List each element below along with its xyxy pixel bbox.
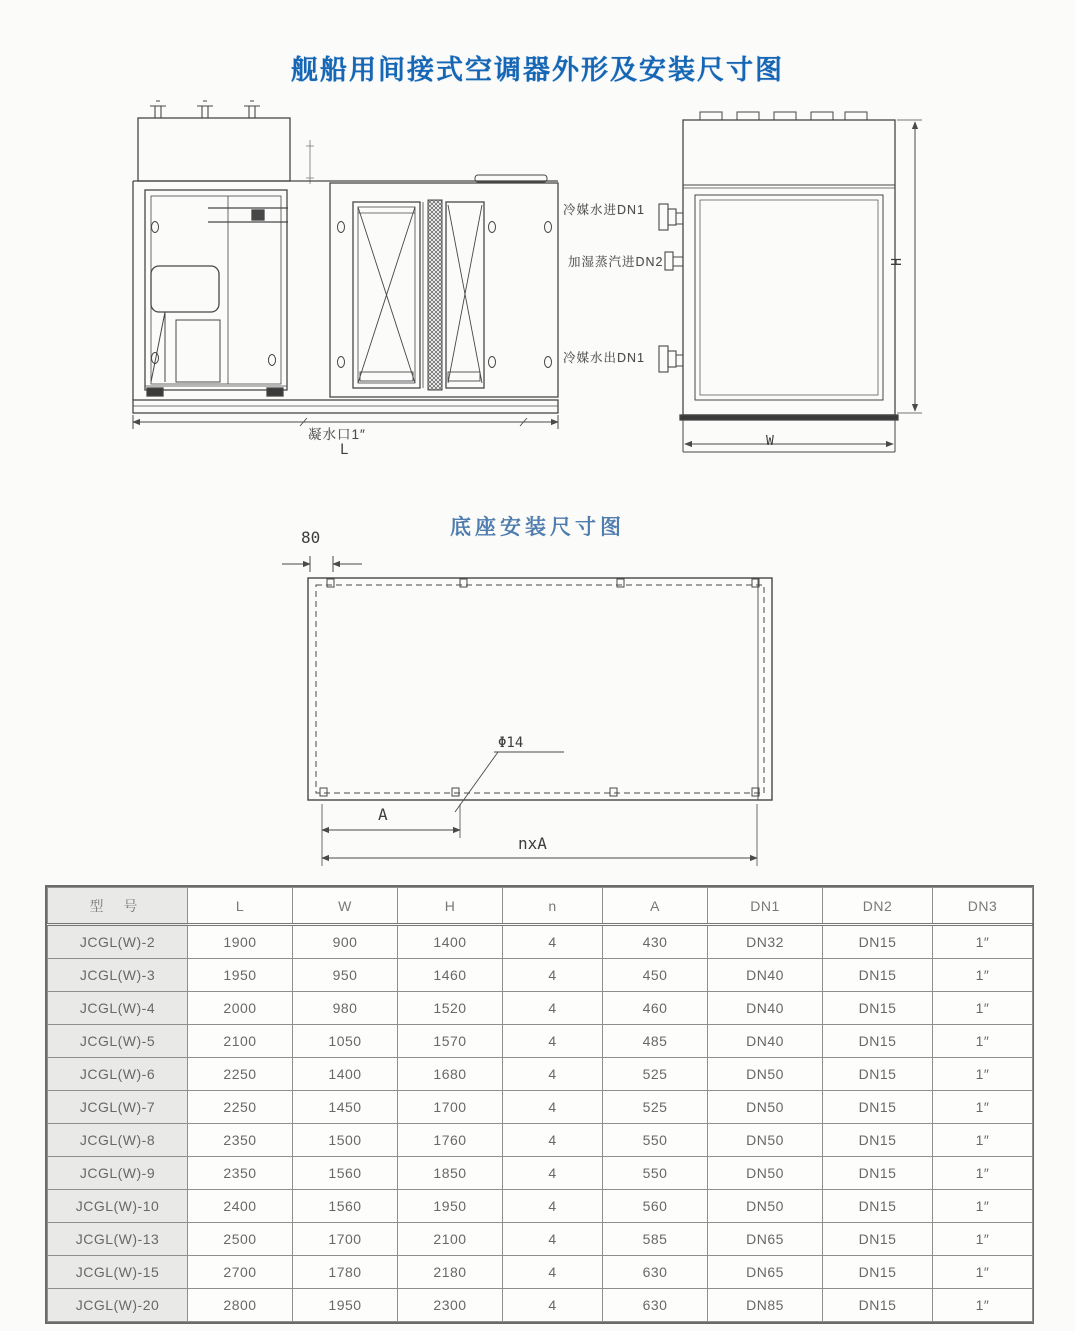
value-cell: 4: [503, 1223, 603, 1256]
value-cell: 2000: [188, 992, 293, 1025]
table-row: [48, 992, 1033, 1025]
value-cell: 1760: [398, 1124, 503, 1157]
value-cell: 1″: [933, 1058, 1033, 1091]
value-cell: 900: [293, 925, 398, 959]
value-cell: 4: [503, 1256, 603, 1289]
side-view-dims: [685, 120, 922, 444]
value-cell: DN15: [823, 1289, 933, 1322]
value-cell: 1950: [188, 959, 293, 992]
value-cell: DN50: [708, 1091, 823, 1124]
value-cell: 1680: [398, 1058, 503, 1091]
value-cell: 1″: [933, 992, 1033, 1025]
chilled-water-in-label: 冷媒水进DN1: [563, 203, 646, 217]
value-cell: 1″: [933, 1256, 1033, 1289]
value-cell: 4: [503, 1157, 603, 1190]
model-cell: JCGL(W)-4: [48, 992, 188, 1025]
value-cell: DN40: [708, 959, 823, 992]
value-cell: 2400: [188, 1190, 293, 1223]
value-cell: 630: [603, 1256, 708, 1289]
table-row: [48, 1190, 1033, 1223]
value-cell: 460: [603, 992, 708, 1025]
value-cell: 4: [503, 1058, 603, 1091]
value-cell: 2500: [188, 1223, 293, 1256]
value-cell: 4: [503, 959, 603, 992]
value-cell: 1560: [293, 1157, 398, 1190]
dim-80-label: 80: [301, 528, 321, 547]
value-cell: 2800: [188, 1289, 293, 1322]
value-cell: 560: [603, 1190, 708, 1223]
table-row: [48, 1157, 1033, 1190]
table-row: [48, 1256, 1033, 1289]
value-cell: 1″: [933, 1289, 1033, 1322]
outline-drawing: [120, 100, 970, 470]
value-cell: 630: [603, 1289, 708, 1322]
table-row: [48, 1124, 1033, 1157]
value-cell: 2180: [398, 1256, 503, 1289]
dim-w-label: W: [766, 434, 774, 449]
column-header: DN2: [823, 888, 933, 925]
value-cell: 1450: [293, 1091, 398, 1124]
value-cell: 1400: [293, 1058, 398, 1091]
value-cell: 1560: [293, 1190, 398, 1223]
value-cell: DN65: [708, 1256, 823, 1289]
value-cell: 1″: [933, 925, 1033, 959]
base-drawing: [280, 520, 790, 875]
value-cell: DN15: [823, 1223, 933, 1256]
model-cell: JCGL(W)-20: [48, 1289, 188, 1322]
table-row: [48, 1091, 1033, 1124]
value-cell: DN15: [823, 1025, 933, 1058]
front-view: [133, 101, 558, 413]
column-header: DN3: [933, 888, 1033, 925]
value-cell: DN50: [708, 1058, 823, 1091]
value-cell: DN15: [823, 959, 933, 992]
column-header: DN1: [708, 888, 823, 925]
spec-table: [47, 887, 1033, 1322]
model-cell: JCGL(W)-7: [48, 1091, 188, 1124]
value-cell: 4: [503, 1190, 603, 1223]
hole-dia-label: Φ14: [498, 735, 524, 751]
value-cell: 430: [603, 925, 708, 959]
value-cell: 1950: [293, 1289, 398, 1322]
value-cell: DN15: [823, 1256, 933, 1289]
value-cell: DN15: [823, 992, 933, 1025]
table-body: [48, 925, 1033, 1322]
value-cell: 4: [503, 1124, 603, 1157]
table-row: [48, 1025, 1033, 1058]
column-header: n: [503, 888, 603, 925]
value-cell: 1850: [398, 1157, 503, 1190]
value-cell: 2250: [188, 1058, 293, 1091]
steam-in-label: 加湿蒸汽进DN2: [568, 255, 664, 269]
value-cell: 2350: [188, 1157, 293, 1190]
page-title: 舰船用间接式空调器外形及安装尺寸图: [291, 55, 784, 85]
value-cell: 1″: [933, 1157, 1033, 1190]
model-cell: JCGL(W)-8: [48, 1124, 188, 1157]
value-cell: 4: [503, 1025, 603, 1058]
column-header: L: [188, 888, 293, 925]
model-cell: JCGL(W)-3: [48, 959, 188, 992]
value-cell: 4: [503, 1091, 603, 1124]
value-cell: 1″: [933, 1091, 1033, 1124]
pipe-connections: [659, 204, 683, 372]
value-cell: 525: [603, 1091, 708, 1124]
value-cell: 525: [603, 1058, 708, 1091]
value-cell: DN50: [708, 1190, 823, 1223]
table-row: [48, 959, 1033, 992]
model-cell: JCGL(W)-2: [48, 925, 188, 959]
value-cell: DN15: [823, 1091, 933, 1124]
value-cell: 1050: [293, 1025, 398, 1058]
value-cell: 2700: [188, 1256, 293, 1289]
value-cell: 4: [503, 925, 603, 959]
table-row: [48, 1289, 1033, 1322]
value-cell: 1900: [188, 925, 293, 959]
model-cell: JCGL(W)-6: [48, 1058, 188, 1091]
column-header: W: [293, 888, 398, 925]
value-cell: DN65: [708, 1223, 823, 1256]
model-cell: JCGL(W)-5: [48, 1025, 188, 1058]
value-cell: 950: [293, 959, 398, 992]
value-cell: 1″: [933, 959, 1033, 992]
model-cell: JCGL(W)-9: [48, 1157, 188, 1190]
value-cell: 550: [603, 1124, 708, 1157]
value-cell: 1570: [398, 1025, 503, 1058]
value-cell: DN85: [708, 1289, 823, 1322]
value-cell: DN40: [708, 1025, 823, 1058]
value-cell: 1780: [293, 1256, 398, 1289]
value-cell: DN50: [708, 1157, 823, 1190]
value-cell: 485: [603, 1025, 708, 1058]
base-section-title: 底座安装尺寸图: [450, 516, 625, 539]
value-cell: DN40: [708, 992, 823, 1025]
value-cell: 1400: [398, 925, 503, 959]
table-row: [48, 925, 1033, 959]
value-cell: 2350: [188, 1124, 293, 1157]
value-cell: 980: [293, 992, 398, 1025]
value-cell: DN15: [823, 925, 933, 959]
table-row: [48, 1058, 1033, 1091]
spec-table-wrap: [45, 885, 1034, 1324]
model-cell: JCGL(W)-13: [48, 1223, 188, 1256]
dim-nxa-label: nxA: [518, 834, 547, 853]
value-cell: DN15: [823, 1190, 933, 1223]
value-cell: 4: [503, 1289, 603, 1322]
model-cell: JCGL(W)-15: [48, 1256, 188, 1289]
model-cell: JCGL(W)-10: [48, 1190, 188, 1223]
value-cell: 2100: [398, 1223, 503, 1256]
value-cell: 1520: [398, 992, 503, 1025]
value-cell: 450: [603, 959, 708, 992]
dim-a-label: A: [378, 805, 388, 824]
value-cell: 2300: [398, 1289, 503, 1322]
chilled-water-out-label: 冷媒水出DN1: [563, 351, 646, 365]
value-cell: DN15: [823, 1058, 933, 1091]
value-cell: 2100: [188, 1025, 293, 1058]
side-view: [659, 112, 898, 452]
value-cell: DN15: [823, 1124, 933, 1157]
value-cell: 1700: [293, 1223, 398, 1256]
value-cell: 1″: [933, 1223, 1033, 1256]
value-cell: 1700: [398, 1091, 503, 1124]
column-header: 型 号: [48, 888, 188, 925]
value-cell: 1460: [398, 959, 503, 992]
value-cell: 4: [503, 992, 603, 1025]
value-cell: 1500: [293, 1124, 398, 1157]
column-header: H: [398, 888, 503, 925]
table-row: [48, 1223, 1033, 1256]
dim-l-label: L: [340, 442, 349, 458]
value-cell: 1″: [933, 1025, 1033, 1058]
value-cell: DN15: [823, 1157, 933, 1190]
drain-port-label: 凝水口1″: [308, 427, 366, 442]
value-cell: 2250: [188, 1091, 293, 1124]
value-cell: 550: [603, 1157, 708, 1190]
dim-h-label: H: [887, 258, 902, 266]
value-cell: 585: [603, 1223, 708, 1256]
table-header-row: [48, 888, 1033, 925]
value-cell: DN50: [708, 1124, 823, 1157]
value-cell: DN32: [708, 925, 823, 959]
value-cell: 1″: [933, 1124, 1033, 1157]
value-cell: 1950: [398, 1190, 503, 1223]
value-cell: 1″: [933, 1190, 1033, 1223]
column-header: A: [603, 888, 708, 925]
